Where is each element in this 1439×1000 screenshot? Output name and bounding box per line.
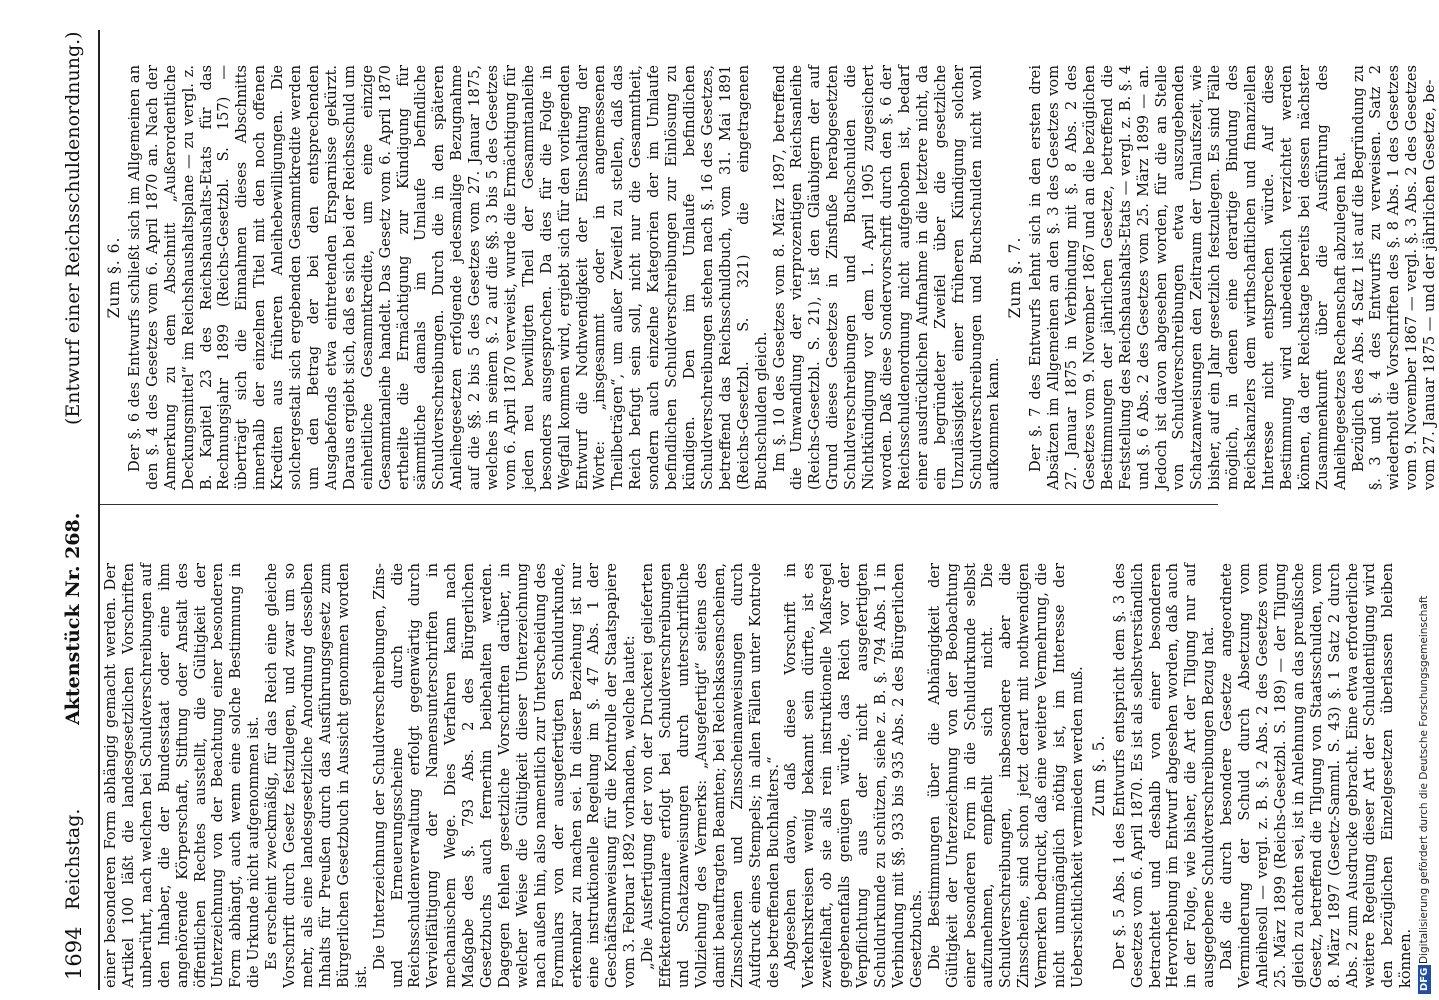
section-heading: Zum §. 6.	[105, 236, 123, 319]
running-header	[62, 31, 96, 980]
paragraph: Im §. 10 des Gesetzes vom 8. März 1897, betreffend die Umwandlung der vierprozentigen Reichsanleihe (Reichs-Gesetzbl. S. 21), ist den Gläubigern der auf Grund dieses Gesetzes in Zinsfuße herabgesetzten Schuldverschreibungen und Buchschulden die Nichtkündigung vor dem 1. April 1905 zugesichert worden. Daß diese Sondervorschrift durch den §. 6 der Reichsschuldenordnung nicht aufgehoben ist, bedarf einer ausdrücklichen Aufnahme in die letztere nicht, da ein begründeter Zweifel über die gesetzliche Unzulässigkeit einer früheren Kündigung solcher Schuldverschreibungen und Buchschulden nicht wohl aufkommen kann.	[770, 65, 1003, 490]
left-column	[102, 563, 1415, 988]
section-heading: Zum §. 5.	[1089, 734, 1108, 817]
quotation: „Die Ausfertigung der von der Druckerei gelieferten Effektenformulare erfolgt bei Schuldverschreibungen und Schatzanweisungen durch unterschriftliche Vollziehung des Vermerks: „Ausgefertigt“ seitens des damit beauftragten Beamten; bei Reichskassenscheinen, Zinsscheinen und Zinsscheinanweisungen durch Aufdruck eines Stempels; in allen Fällen unter Kontrole des betreffenden Buchhalters.“	[639, 563, 782, 988]
header-rule	[98, 30, 100, 990]
digitization-note: DFG Digitalisierung gefördert durch die Deutsche Forschungsgemeinschaft	[1418, 4, 1432, 994]
paragraph: Der §. 5 Abs. 1 des Entwurfs entspricht dem §. 3 des Gesetzes vom 6. April 1870. Es ist als selbstverständlich betrachtet und deshalb von einer besonderen Hervorhebung im Entwurf abgesehen worden, daß auch in der Folge, wie bisher, die Art der Tilgung nur auf ausgegebene Schuldverschreibungen Bezug hat.	[1110, 563, 1218, 988]
paragraph: Die Unterzeichnung der Schuldverschreibungen, Zins- und Erneuerungsscheine durch die Reichsschuldenverwaltung erfolgt gegenwärtig durch Vervielfältigung der Namensunterschriften in mechanischem Wege. Dies Verfahren kann nach Maßgabe des §. 793 Abs. 2 des Bürgerlichen Gesetzbuchs auch fernerhin beibehalten werden. Dagegen fehlen gesetzliche Vorschriften darüber, in welcher Weise die Gültigkeit dieser Unterzeichnung nach außen hin, also namentlich zur Unterscheidung des Formulars von der ausgefertigten Schuldurkunde, erkennbar zu machen sei. In dieser Beziehung ist nur eine instruktionelle Regelung im §. 47 Abs. 1 der Geschäftsanweisung für die Kontrolle der Staatspapiere vom 3. Februar 1892 vorhanden, welche lautet:	[370, 563, 639, 988]
column-divider	[100, 504, 1218, 505]
header-right: (Entwurf einer Reichsschuldenordnung.)	[62, 31, 84, 425]
header-center: Aktenstück Nr. 268.	[62, 512, 84, 725]
page-number: 1694	[62, 926, 86, 980]
paragraph: Es erscheint zweckmäßig, für das Reich eine gleiche Vorschrift durch Gesetz festzulegen, und zwar um so mehr, als eine landesgesetzliche Anordnung desselben Inhalts für Preußen durch das Ausführungsgesetz zum Bürgerlichen Gesetzbuch in Aussicht genommen worden ist.	[263, 563, 370, 988]
paragraph: Bezüglich des Abs. 4 Satz 1 ist auf die Begründung zu §. 3 und §. 4 des Entwurfs zu verweisen. Satz 2 wiederholt die Vorschriften des §. 8 Abs. 1 des Gesetzes vom 9. November 1867 — vergl. §. 3 Abs. 2 des Gesetzes vom 27. Januar 1875 — und der jährlichen Gesetze, be-	[1349, 65, 1439, 490]
header-left: Reichstag.	[62, 808, 84, 910]
paragraph: Der §. 7 des Entwurfs lehnt sich in den ersten drei Absätzen im Allgemeinen an den §. 3 des Gesetzes vom 27. Januar 1875 in Verbindung mit §. 8 Abs. 2 des Gesetzes vom 9. November 1867 und an die bezüglichen Bestimmungen der jährlichen Gesetze, betreffend die Feststellung des Reichshaushalts-Etats — vergl. z. B. §. 4 und §. 6 Abs. 2 des Gesetzes vom 25. März 1899 — an. Jedoch ist davon abgesehen worden, für die an Stelle von Schuldverschreibungen etwa auszugebenden Schatzanweisungen den Zeitraum der Umlaufszeit, wie bisher, auf ein Jahr gesetzlich festzulegen. Es sind Fälle möglich, in denen eine derartige Bindung des Reichskanzlers dem wirthschaftlichen und finanziellen Interesse nicht entsprechen würde. Auf diese Bestimmung wird unbedenklich verzichtet werden können, da der Reichstage bereits bei dessen nächster Zusammenkunft über die Ausführung des Anleihegesetzes Rechenschaft abzulegen hat.	[1027, 65, 1349, 490]
right-column	[102, 65, 1439, 490]
digitization-text: Digitalisierung gefördert durch die Deutsche Forschungsgemeinschaft	[1418, 595, 1430, 964]
paragraph: Abgesehen davon, daß diese Vorschrift in Verkehrskreisen wenig bekannt sein dürfte, ist es zweifelhaft, ob sie als rein instruktionelle Maßregel gegebenenfalls genügen würde, das Reich vor der Verpflichtung aus der nicht ausgefertigten Schuldurkunde zu schützen, siehe z. B. §. 794 Abs. 1 in Verbindung mit §§. 933 bis 935 Abs. 2 des Bürgerlichen Gesetzbuchs.	[782, 563, 925, 988]
paragraph: einer besonderen Form abhängig gemacht werden. Der Artikel 100 läßt die landesgesetzlichen Vorschriften unberührt, nach welchen bei Schuldverschreibungen auf den Inhaber, die der Bundesstaat oder eine ihm angehörende Körperschaft, Stiftung oder Anstalt des öffentlichen Rechtes ausstellt, die Gültigkeit der Unterzeichnung von der Beachtung einer besonderen Form abhängt, auch wenn eine solche Bestimmung in die Urkunde nicht aufgenommen ist.	[102, 563, 263, 988]
paragraph: Die Bestimmungen über die Abhängigkeit der Gültigkeit der Unterzeichnung von der Beobachtung einer besonderen Form in die Schuldurkunde selbst aufzunehmen, empfiehlt sich nicht. Die Schuldverschreibungen, insbesondere aber die Zinsscheine, sind schon jetzt derart mit nothwendigen Vermerken bedruckt, daß eine weitere Vermehrung, die nicht unumgänglich nöthig ist, im Interesse der Uebersichtlichkeit vermieden werden muß.	[925, 563, 1086, 988]
paragraph: Daß die durch besondere Gesetze angeordnete Verminderung der Schuld durch Absetzung vom Anleihesoll — vergl. z. B. §. 2 Abs. 2 des Gesetzes vom 25. März 1899 (Reichs-Gesetzbl. S. 189) — der Tilgung gleich zu achten sei, ist in Anlehnung an das preußische Gesetz, betreffend die Tilgung von Staatsschulden, vom 8. März 1897 (Gesetz-Samml. S. 43) §. 1 Satz 2 durch Abs. 2 zum Ausdrucke gebracht. Eine etwa erforderliche weitere Regelung dieser Art der Schuldentilgung wird den bezüglichen Einzelgesetzen überlassen bleiben können.	[1218, 563, 1415, 988]
paragraph: Der §. 6 des Entwurfs schließt sich im Allgemeinen an den §. 4 des Gesetzes vom 6. April 1870 an. Nach der Anmerkung zu dem Abschnitt „Außerordentliche Deckungsmittel“ im Reichshaushaltsplane — zu vergl. z. B. Kapitel 23 des Reichshaushalts-Etats für das Rechnungsjahr 1899 (Reichs-Gesetzbl. S. 157) — überträgt sich die Einnahmen dieses Abschnitts innerhalb der einzelnen Titel mit den noch offenen Krediten aus früheren Anleihebewilligungen. Die solchergestalt sich ergebenden Gesammtkredite werden um den Betrag der bei den entsprechenden Ausgabefonds etwa eintretenden Ersparnisse gekürzt. Daraus ergiebt sich, daß es sich bei der Reichsschuld um einheitliche Gesammtkredite, um eine einzige Gesammtanleihe handelt. Das Gesetz vom 6. April 1870 ertheilte die Ermächtigung zur Kündigung für sämmtliche damals im Umlaufe befindliche Schuldverschreibungen. Durch die in den späteren Anleihegesetzen erfolgende jedesmalige Bezugnahme auf die §§. 2 bis 5 des Gesetzes vom 27. Januar 1875, welches in seinem §. 2 auf die §§. 3 bis 5 des Gesetzes vom 6. April 1870 verweist, wurde die Ermächtigung für jeden neu bewilligten Theil der Gesammtanleihe besonders ausgesprochen. Da dies für die Folge in Wegfall kommen wird, ergiebt sich für den vorliegenden Entwurf die Nothwendigkeit der Einschaltung der Worte: „insgesammt oder in angemessenen Theilbeträgen“, um außer Zweifel zu stellen, daß das Reich befugt sein soll, nicht nur die Gesammtheit, sondern auch einzelne Kategorien der im Umlaufe befindlichen Schuldverschreibungen zur Einlösung zu kündigen. Den im Umlaufe befindlichen Schuldverschreibungen stehen nach §. 16 des Gesetzes, betreffend das Reichsschuldbuch, vom 31. Mai 1891 (Reichs-Gesetzbl. S. 321) die eingetragenen Buchschulden gleich.	[125, 65, 770, 490]
section-heading: Zum §. 7.	[1006, 236, 1025, 319]
